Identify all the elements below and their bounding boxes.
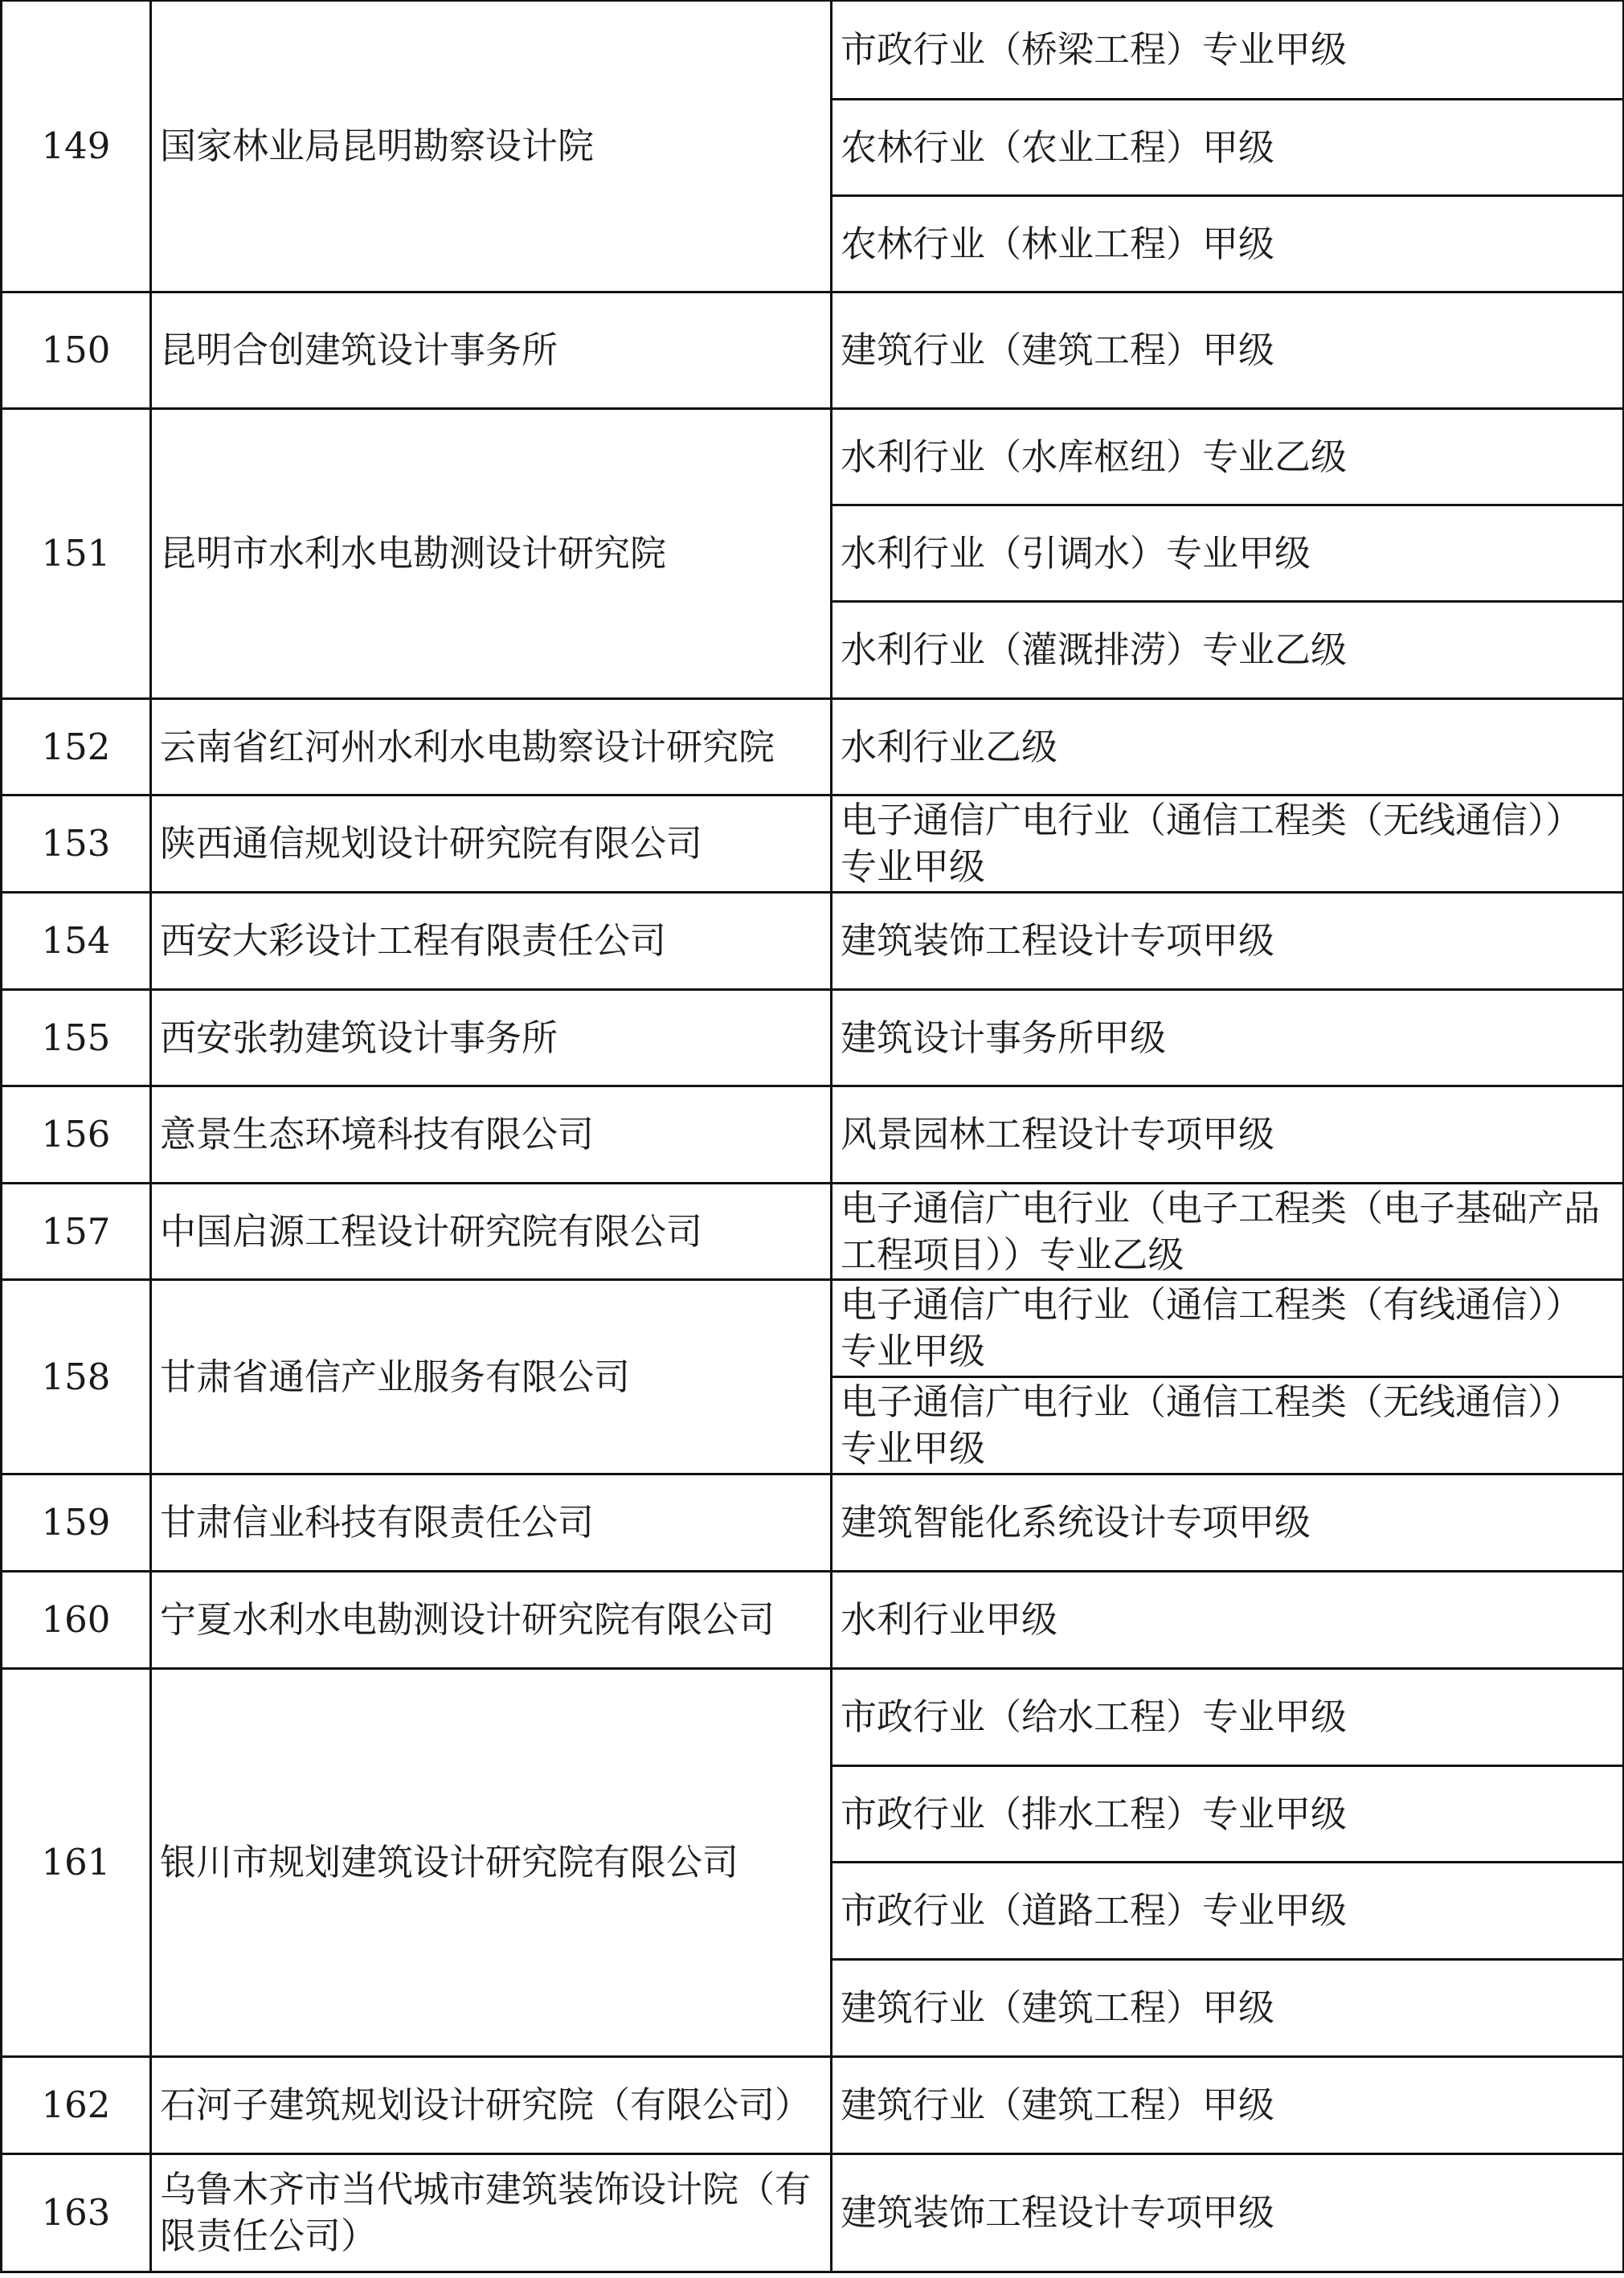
qualification-text: 市政行业（排水工程）专业甲级 <box>841 1792 1348 1835</box>
table-body <box>2 1 1624 2272</box>
entry-number: 163 <box>2 2154 151 2272</box>
company-name <box>151 1184 832 1280</box>
entry-number: 158 <box>2 1280 151 1474</box>
company-name-text: 国家林业局昆明勘察设计院 <box>160 125 595 167</box>
company-name <box>151 990 832 1086</box>
entry-number: 157 <box>2 1184 151 1280</box>
company-name-text: 宁夏水利水电勘测设计研究院有限公司 <box>160 1598 775 1641</box>
entry-number: 155 <box>2 990 151 1086</box>
qualification-item <box>832 409 1624 505</box>
company-name-text: 石河子建筑规划设计研究院（有限公司） <box>160 2084 812 2126</box>
table-row <box>2 1474 1624 1572</box>
qualification-text: 农林行业（林业工程）甲级 <box>841 222 1275 265</box>
qualification-item <box>832 1960 1624 2057</box>
entry-number: 150 <box>2 292 151 409</box>
qualification-item <box>832 1863 1624 1960</box>
company-name <box>151 1669 832 2057</box>
company-name <box>151 795 832 893</box>
qualification-text: 水利行业乙级 <box>841 725 1058 768</box>
qualification-text: 建筑行业（建筑工程）甲级 <box>841 329 1275 371</box>
entry-number: 153 <box>2 795 151 893</box>
qualification-item <box>832 2057 1624 2154</box>
qualification-text: 电子通信广电行业（通信工程类（无线通信））专业甲级 <box>841 799 1582 888</box>
company-name <box>151 699 832 795</box>
qualification-item <box>832 795 1624 893</box>
company-name <box>151 292 832 409</box>
company-name-text: 甘肃信业科技有限责任公司 <box>160 1501 595 1544</box>
table-row <box>2 409 1624 505</box>
qualification-text: 水利行业（灌溉排涝）专业乙级 <box>841 628 1348 671</box>
entry-number: 152 <box>2 699 151 795</box>
company-name <box>151 1474 832 1572</box>
qualification-item <box>832 1377 1624 1474</box>
company-name-text: 中国启源工程设计研究院有限公司 <box>160 1209 703 1253</box>
qualification-text: 建筑智能化系统设计专项甲级 <box>841 1501 1311 1544</box>
entry-number: 161 <box>2 1669 151 2057</box>
qualification-text: 建筑设计事务所甲级 <box>841 1016 1167 1059</box>
qualification-item <box>832 1669 1624 1766</box>
qualification-text: 市政行业（道路工程）专业甲级 <box>841 1889 1348 1932</box>
company-name-text: 甘肃省通信产业服务有限公司 <box>160 1355 631 1398</box>
entry-number: 159 <box>2 1474 151 1572</box>
table-row <box>2 1280 1624 1377</box>
table-row <box>2 990 1624 1086</box>
company-name-text: 昆明合创建筑设计事务所 <box>160 329 558 371</box>
qualification-text: 水利行业甲级 <box>841 1598 1058 1641</box>
qualification-item <box>832 292 1624 409</box>
qualification-item <box>832 602 1624 699</box>
qualification-text: 建筑装饰工程设计专项甲级 <box>841 919 1275 962</box>
company-name <box>151 1 832 292</box>
table-row <box>2 699 1624 795</box>
entry-number: 151 <box>2 409 151 699</box>
qualification-item <box>832 2154 1624 2272</box>
qualification-text: 水利行业（水库枢纽）专业乙级 <box>841 435 1348 478</box>
qualification-text: 电子通信广电行业（通信工程类（无线通信））专业甲级 <box>841 1380 1582 1470</box>
qualification-text: 农林行业（农业工程）甲级 <box>841 125 1275 169</box>
qualification-item <box>832 893 1624 990</box>
company-name <box>151 1572 832 1669</box>
qualification-item <box>832 100 1624 196</box>
qualification-item <box>832 990 1624 1086</box>
table-row <box>2 893 1624 990</box>
entry-number: 156 <box>2 1086 151 1184</box>
company-name-text: 西安大彩设计工程有限责任公司 <box>160 919 667 962</box>
qualification-text: 市政行业（桥梁工程）专业甲级 <box>841 28 1348 71</box>
table-row <box>2 292 1624 409</box>
entry-number: 149 <box>2 1 151 292</box>
company-name-text: 陕西通信规划设计研究院有限公司 <box>160 822 703 865</box>
table-row <box>2 1 1624 100</box>
company-name <box>151 2057 832 2154</box>
qualification-text: 建筑装饰工程设计专项甲级 <box>841 2191 1275 2234</box>
qualification-item <box>832 1 1624 100</box>
entry-number: 160 <box>2 1572 151 1669</box>
table-row <box>2 2057 1624 2154</box>
qualification-item <box>832 1766 1624 1863</box>
company-name-text: 昆明市水利水电勘测设计研究院 <box>160 532 667 575</box>
qualification-text: 建筑行业（建筑工程）甲级 <box>841 1986 1275 2029</box>
company-name-text: 乌鲁木齐市当代城市建筑装饰设计院（有限责任公司） <box>160 2168 812 2257</box>
qualification-text: 风景园林工程设计专项甲级 <box>841 1113 1275 1155</box>
company-name <box>151 409 832 699</box>
qualification-item <box>832 1474 1624 1572</box>
qualification-item <box>832 196 1624 292</box>
qualification-text: 水利行业（引调水）专业甲级 <box>841 531 1311 575</box>
table-row <box>2 1572 1624 1669</box>
entry-number: 154 <box>2 893 151 990</box>
company-name <box>151 1086 832 1184</box>
table-row <box>2 1669 1624 1766</box>
company-name-text: 意景生态环境科技有限公司 <box>160 1113 595 1155</box>
qualification-text: 电子通信广电行业（通信工程类（有线通信））专业甲级 <box>841 1283 1582 1372</box>
qualification-item <box>832 1086 1624 1184</box>
company-name <box>151 893 832 990</box>
qualification-item <box>832 1280 1624 1377</box>
company-name-text: 银川市规划建筑设计研究院有限公司 <box>160 1841 739 1883</box>
table-row <box>2 1184 1624 1280</box>
company-name <box>151 1280 832 1474</box>
qualification-item <box>832 1184 1624 1280</box>
company-name-text: 云南省红河州水利水电勘察设计研究院 <box>160 725 775 768</box>
table-row <box>2 2154 1624 2272</box>
table-row <box>2 1086 1624 1184</box>
qualification-text: 市政行业（给水工程）专业甲级 <box>841 1695 1348 1738</box>
table-row <box>2 795 1624 893</box>
qualification-text: 建筑行业（建筑工程）甲级 <box>841 2084 1275 2126</box>
qualification-item <box>832 505 1624 602</box>
entry-number: 162 <box>2 2057 151 2154</box>
company-name <box>151 2154 832 2272</box>
company-name-text: 西安张勃建筑设计事务所 <box>160 1016 558 1059</box>
qualification-item <box>832 1572 1624 1669</box>
qualification-text: 电子通信广电行业（电子工程类（电子基础产品工程项目））专业乙级 <box>841 1186 1601 1276</box>
qualification-item <box>832 699 1624 795</box>
